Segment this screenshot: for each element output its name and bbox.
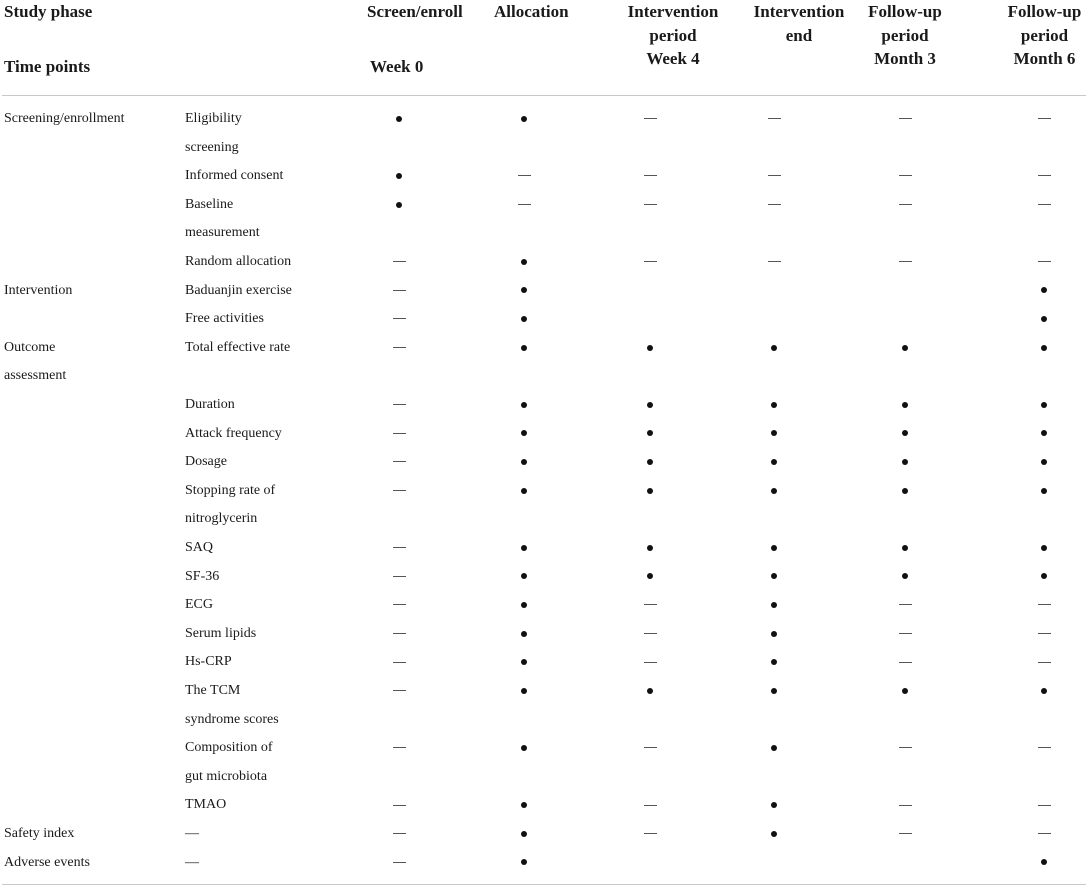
bullet-icon bbox=[1041, 545, 1047, 551]
dash-icon bbox=[899, 805, 912, 806]
bullet-icon bbox=[902, 488, 908, 494]
row-group-label: assessment bbox=[4, 368, 67, 384]
dash-mark bbox=[1024, 105, 1064, 134]
row-item-label: Stopping rate of bbox=[185, 482, 276, 498]
row-item-label: TMAO bbox=[185, 797, 227, 813]
dash-mark bbox=[379, 734, 419, 763]
dot-mark bbox=[1024, 563, 1064, 592]
dash-icon bbox=[393, 862, 406, 863]
bullet-icon bbox=[521, 402, 527, 408]
dash-icon bbox=[899, 747, 912, 748]
row-item-label: Baduanjin exercise bbox=[185, 282, 292, 298]
bullet-icon bbox=[902, 402, 908, 408]
bullet-icon bbox=[647, 488, 653, 494]
row-group-label: Adverse events bbox=[4, 854, 90, 870]
dash-mark bbox=[630, 734, 670, 763]
dash-mark bbox=[379, 477, 419, 506]
dot-mark bbox=[754, 820, 794, 849]
row-group-label: Outcome bbox=[4, 339, 56, 355]
bullet-icon bbox=[647, 459, 653, 465]
bullet-icon bbox=[396, 116, 402, 122]
row-item-label: — bbox=[185, 826, 199, 841]
dash-mark bbox=[630, 248, 670, 277]
header-col-follow-up-3 bbox=[853, 0, 957, 71]
dash-icon bbox=[899, 204, 912, 205]
header-study-phase: Study phase bbox=[4, 2, 93, 21]
dash-icon bbox=[393, 604, 406, 605]
bullet-icon bbox=[1041, 488, 1047, 494]
dash-mark bbox=[630, 648, 670, 677]
bullet-icon bbox=[521, 345, 527, 351]
bullet-icon bbox=[396, 173, 402, 179]
bullet-icon bbox=[521, 802, 527, 808]
header-col-intervention-period-top: Intervention bbox=[627, 2, 719, 21]
row-item-label: Informed consent bbox=[185, 168, 284, 184]
dot-mark bbox=[504, 248, 544, 277]
dash-mark bbox=[754, 191, 794, 220]
dash-mark bbox=[630, 105, 670, 134]
row-item-label: nitroglycerin bbox=[185, 511, 258, 527]
dot-mark bbox=[504, 677, 544, 706]
dash-icon bbox=[768, 118, 781, 119]
dash-icon bbox=[1038, 175, 1051, 176]
row-item-label: screening bbox=[185, 139, 239, 155]
dot-mark bbox=[885, 448, 925, 477]
header-col-follow-up-3-top: Follow-up bbox=[868, 2, 942, 21]
dash-mark bbox=[885, 248, 925, 277]
dot-mark bbox=[504, 305, 544, 334]
bullet-icon bbox=[647, 430, 653, 436]
dash-icon bbox=[1038, 261, 1051, 262]
dash-icon bbox=[393, 318, 406, 319]
bullet-icon bbox=[1041, 287, 1047, 293]
dash-icon bbox=[393, 461, 406, 462]
dash-mark bbox=[630, 820, 670, 849]
dash-mark bbox=[504, 191, 544, 220]
bullet-icon bbox=[1041, 459, 1047, 465]
dash-mark bbox=[885, 791, 925, 820]
dot-mark bbox=[504, 849, 544, 878]
dash-icon bbox=[644, 833, 657, 834]
header-col-intervention-period-mid: period bbox=[649, 25, 697, 45]
bullet-icon bbox=[771, 573, 777, 579]
dash-icon bbox=[768, 261, 781, 262]
dash-mark bbox=[885, 734, 925, 763]
dot-mark bbox=[885, 334, 925, 363]
row-group-label: Screening/enrollment bbox=[4, 111, 125, 126]
dot-mark bbox=[630, 420, 670, 449]
header-col-follow-up-6-bottom: Month 6 bbox=[1013, 49, 1076, 68]
dot-mark bbox=[504, 620, 544, 649]
dot-mark bbox=[885, 534, 925, 563]
bullet-icon bbox=[902, 430, 908, 436]
bullet-icon bbox=[521, 688, 527, 694]
bullet-icon bbox=[521, 831, 527, 837]
dot-mark bbox=[1024, 534, 1064, 563]
bullet-icon bbox=[771, 430, 777, 436]
dot-mark bbox=[504, 820, 544, 849]
dash-mark bbox=[630, 191, 670, 220]
dash-mark bbox=[885, 648, 925, 677]
dash-icon bbox=[644, 261, 657, 262]
dot-mark bbox=[504, 591, 544, 620]
dash-icon bbox=[768, 204, 781, 205]
bullet-icon bbox=[521, 459, 527, 465]
header-col-screen-bottom: Week 0 bbox=[370, 57, 424, 76]
dash-icon bbox=[1038, 747, 1051, 748]
bullet-icon bbox=[902, 459, 908, 465]
dash-mark bbox=[885, 105, 925, 134]
row-item-label: Total effective rate bbox=[185, 339, 291, 355]
bullet-icon bbox=[521, 116, 527, 122]
dot-mark bbox=[630, 448, 670, 477]
dash-mark bbox=[885, 591, 925, 620]
bullet-icon bbox=[647, 573, 653, 579]
dash-icon bbox=[1038, 805, 1051, 806]
row-item-label: Baseline bbox=[185, 196, 234, 212]
dash-mark bbox=[379, 334, 419, 363]
row-item-label: ECG bbox=[185, 597, 213, 613]
header-col-screen bbox=[367, 0, 487, 76]
dash-mark bbox=[379, 820, 419, 849]
bullet-icon bbox=[521, 430, 527, 436]
dash-icon bbox=[644, 747, 657, 748]
dash-icon bbox=[393, 290, 406, 291]
dash-mark bbox=[379, 791, 419, 820]
dot-mark bbox=[754, 391, 794, 420]
bullet-icon bbox=[902, 573, 908, 579]
dash-icon bbox=[1038, 118, 1051, 119]
dash-icon bbox=[899, 833, 912, 834]
row-item-label: Serum lipids bbox=[185, 625, 257, 641]
header-col-allocation: Allocation bbox=[494, 2, 569, 21]
row-item-label: gut microbiota bbox=[185, 768, 268, 784]
bullet-icon bbox=[1041, 859, 1047, 865]
dot-mark bbox=[504, 791, 544, 820]
dot-mark bbox=[379, 191, 419, 220]
dash-icon bbox=[1038, 204, 1051, 205]
dot-mark bbox=[754, 477, 794, 506]
dot-mark bbox=[885, 677, 925, 706]
dash-mark bbox=[754, 248, 794, 277]
dash-mark bbox=[885, 191, 925, 220]
dash-mark bbox=[379, 563, 419, 592]
dash-mark bbox=[885, 620, 925, 649]
dot-mark bbox=[504, 105, 544, 134]
row-group-label: Safety index bbox=[4, 826, 75, 841]
dot-mark bbox=[1024, 334, 1064, 363]
dash-mark bbox=[885, 820, 925, 849]
header-col-intervention-period-bottom: Week 4 bbox=[646, 49, 700, 68]
dash-mark bbox=[1024, 620, 1064, 649]
dash-icon bbox=[393, 433, 406, 434]
header-col-follow-up-3-mid: period bbox=[881, 25, 929, 45]
dot-mark bbox=[754, 534, 794, 563]
row-item-label: Random allocation bbox=[185, 254, 292, 269]
row-item-label: — bbox=[185, 854, 199, 870]
dash-icon bbox=[1038, 662, 1051, 663]
header-col-intervention-end bbox=[739, 0, 859, 47]
dash-mark bbox=[379, 620, 419, 649]
dash-icon bbox=[644, 805, 657, 806]
bullet-icon bbox=[521, 631, 527, 637]
bullet-icon bbox=[902, 545, 908, 551]
dash-mark bbox=[630, 162, 670, 191]
dash-mark bbox=[379, 677, 419, 706]
dash-icon bbox=[1038, 833, 1051, 834]
header-col-follow-up-6-top: Follow-up bbox=[1007, 2, 1082, 21]
dash-icon bbox=[899, 175, 912, 176]
dot-mark bbox=[504, 277, 544, 306]
bullet-icon bbox=[771, 659, 777, 665]
bottom-rule bbox=[2, 884, 1086, 885]
bullet-icon bbox=[771, 602, 777, 608]
dot-mark bbox=[1024, 420, 1064, 449]
dot-mark bbox=[754, 591, 794, 620]
dash-icon bbox=[899, 118, 912, 119]
dot-mark bbox=[754, 734, 794, 763]
bullet-icon bbox=[647, 688, 653, 694]
row-item-label: Duration bbox=[185, 397, 235, 412]
bullet-icon bbox=[771, 631, 777, 637]
dot-mark bbox=[504, 534, 544, 563]
dash-mark bbox=[630, 591, 670, 620]
dot-mark bbox=[504, 334, 544, 363]
dot-mark bbox=[630, 563, 670, 592]
dash-mark bbox=[379, 277, 419, 306]
header-rule bbox=[2, 95, 1086, 96]
dash-mark bbox=[379, 448, 419, 477]
dash-mark bbox=[1024, 648, 1064, 677]
bullet-icon bbox=[521, 602, 527, 608]
dot-mark bbox=[1024, 305, 1064, 334]
row-item-label: The TCM bbox=[185, 683, 241, 698]
dash-mark bbox=[1024, 248, 1064, 277]
bullet-icon bbox=[521, 745, 527, 751]
header-col-follow-up-3-bottom: Month 3 bbox=[874, 49, 936, 68]
dot-mark bbox=[1024, 849, 1064, 878]
row-item-label: SF-36 bbox=[185, 568, 220, 584]
dash-icon bbox=[899, 604, 912, 605]
bullet-icon bbox=[521, 545, 527, 551]
dash-mark bbox=[1024, 162, 1064, 191]
dash-mark bbox=[379, 534, 419, 563]
dot-mark bbox=[1024, 448, 1064, 477]
dot-mark bbox=[504, 448, 544, 477]
bullet-icon bbox=[521, 287, 527, 293]
dot-mark bbox=[754, 791, 794, 820]
dash-icon bbox=[393, 576, 406, 577]
dash-mark bbox=[504, 162, 544, 191]
row-item-label: Free activities bbox=[185, 311, 264, 327]
dot-mark bbox=[504, 648, 544, 677]
bullet-icon bbox=[521, 316, 527, 322]
row-item-label: syndrome scores bbox=[185, 711, 279, 727]
dot-mark bbox=[504, 391, 544, 420]
bullet-icon bbox=[771, 459, 777, 465]
dash-icon bbox=[393, 547, 406, 548]
bullet-icon bbox=[902, 345, 908, 351]
dot-mark bbox=[630, 677, 670, 706]
row-group-label: Intervention bbox=[4, 282, 73, 298]
bullet-icon bbox=[902, 688, 908, 694]
bullet-icon bbox=[647, 345, 653, 351]
dot-mark bbox=[630, 477, 670, 506]
bullet-icon bbox=[1041, 345, 1047, 351]
header-col-follow-up-6 bbox=[998, 0, 1091, 71]
bullet-icon bbox=[396, 202, 402, 208]
dot-mark bbox=[754, 620, 794, 649]
bullet-icon bbox=[647, 545, 653, 551]
bullet-icon bbox=[771, 802, 777, 808]
bullet-icon bbox=[771, 545, 777, 551]
dot-mark bbox=[379, 162, 419, 191]
dash-mark bbox=[379, 591, 419, 620]
bullet-icon bbox=[771, 688, 777, 694]
dash-icon bbox=[393, 490, 406, 491]
dash-icon bbox=[518, 204, 531, 205]
dash-mark bbox=[379, 305, 419, 334]
dash-mark bbox=[630, 620, 670, 649]
dot-mark bbox=[504, 734, 544, 763]
header-col-follow-up-6-mid: period bbox=[1020, 25, 1069, 45]
dash-icon bbox=[393, 805, 406, 806]
bullet-icon bbox=[521, 859, 527, 865]
bullet-icon bbox=[521, 259, 527, 265]
dot-mark bbox=[504, 420, 544, 449]
bullet-icon bbox=[1041, 688, 1047, 694]
dot-mark bbox=[504, 563, 544, 592]
bullet-icon bbox=[647, 402, 653, 408]
dash-icon bbox=[518, 175, 531, 176]
row-item-label: SAQ bbox=[185, 540, 214, 555]
dash-icon bbox=[1038, 633, 1051, 634]
dash-mark bbox=[1024, 734, 1064, 763]
dash-icon bbox=[899, 261, 912, 262]
bullet-icon bbox=[771, 345, 777, 351]
dot-mark bbox=[885, 420, 925, 449]
header-col-intervention-end-mid: end bbox=[785, 25, 813, 45]
row-item-label: Eligibility bbox=[185, 111, 242, 126]
row-item-label: Attack frequency bbox=[185, 425, 282, 441]
dash-icon bbox=[393, 833, 406, 834]
dot-mark bbox=[630, 334, 670, 363]
dash-icon bbox=[393, 662, 406, 663]
bullet-icon bbox=[1041, 402, 1047, 408]
dot-mark bbox=[754, 334, 794, 363]
dash-mark bbox=[885, 162, 925, 191]
dash-icon bbox=[644, 175, 657, 176]
dash-icon bbox=[644, 662, 657, 663]
bullet-icon bbox=[771, 831, 777, 837]
dash-icon bbox=[393, 261, 406, 262]
row-item-label: Composition of bbox=[185, 740, 273, 756]
bullet-icon bbox=[1041, 430, 1047, 436]
dash-icon bbox=[393, 404, 406, 405]
dash-icon bbox=[768, 175, 781, 176]
header-time-points: Time points bbox=[4, 57, 91, 76]
dash-icon bbox=[1038, 604, 1051, 605]
dash-mark bbox=[379, 849, 419, 878]
row-item-label: Hs-CRP bbox=[185, 654, 232, 670]
dash-mark bbox=[379, 420, 419, 449]
dot-mark bbox=[1024, 277, 1064, 306]
dash-mark bbox=[379, 648, 419, 677]
bullet-icon bbox=[521, 659, 527, 665]
dot-mark bbox=[754, 563, 794, 592]
dash-mark bbox=[1024, 820, 1064, 849]
dot-mark bbox=[630, 391, 670, 420]
row-item-label: Dosage bbox=[185, 454, 227, 470]
dash-mark bbox=[379, 248, 419, 277]
dot-mark bbox=[885, 391, 925, 420]
header-col-intervention-end-top: Intervention bbox=[753, 2, 845, 21]
dot-mark bbox=[754, 420, 794, 449]
bullet-icon bbox=[1041, 316, 1047, 322]
dash-mark bbox=[1024, 791, 1064, 820]
dot-mark bbox=[885, 563, 925, 592]
header-col-intervention-period bbox=[612, 0, 734, 71]
dash-mark bbox=[754, 105, 794, 134]
dash-icon bbox=[393, 690, 406, 691]
bullet-icon bbox=[771, 402, 777, 408]
dash-icon bbox=[393, 633, 406, 634]
dash-mark bbox=[379, 391, 419, 420]
dash-icon bbox=[899, 662, 912, 663]
header-col-screen-top: Screen/enroll bbox=[367, 2, 463, 21]
bullet-icon bbox=[771, 488, 777, 494]
bullet-icon bbox=[521, 488, 527, 494]
dot-mark bbox=[885, 477, 925, 506]
bullet-icon bbox=[521, 573, 527, 579]
dot-mark bbox=[379, 105, 419, 134]
dash-icon bbox=[393, 347, 406, 348]
dot-mark bbox=[754, 677, 794, 706]
dash-icon bbox=[644, 118, 657, 119]
dash-icon bbox=[644, 633, 657, 634]
dot-mark bbox=[504, 477, 544, 506]
bullet-icon bbox=[771, 745, 777, 751]
dot-mark bbox=[630, 534, 670, 563]
dash-icon bbox=[644, 204, 657, 205]
dot-mark bbox=[1024, 477, 1064, 506]
dash-icon bbox=[899, 633, 912, 634]
dash-icon bbox=[644, 604, 657, 605]
dot-mark bbox=[754, 448, 794, 477]
dash-mark bbox=[1024, 591, 1064, 620]
bullet-icon bbox=[1041, 573, 1047, 579]
dot-mark bbox=[754, 648, 794, 677]
dot-mark bbox=[1024, 677, 1064, 706]
dash-mark bbox=[630, 791, 670, 820]
dot-mark bbox=[1024, 391, 1064, 420]
dash-icon bbox=[393, 747, 406, 748]
dash-mark bbox=[754, 162, 794, 191]
dash-mark bbox=[1024, 191, 1064, 220]
row-item-label: measurement bbox=[185, 225, 260, 241]
